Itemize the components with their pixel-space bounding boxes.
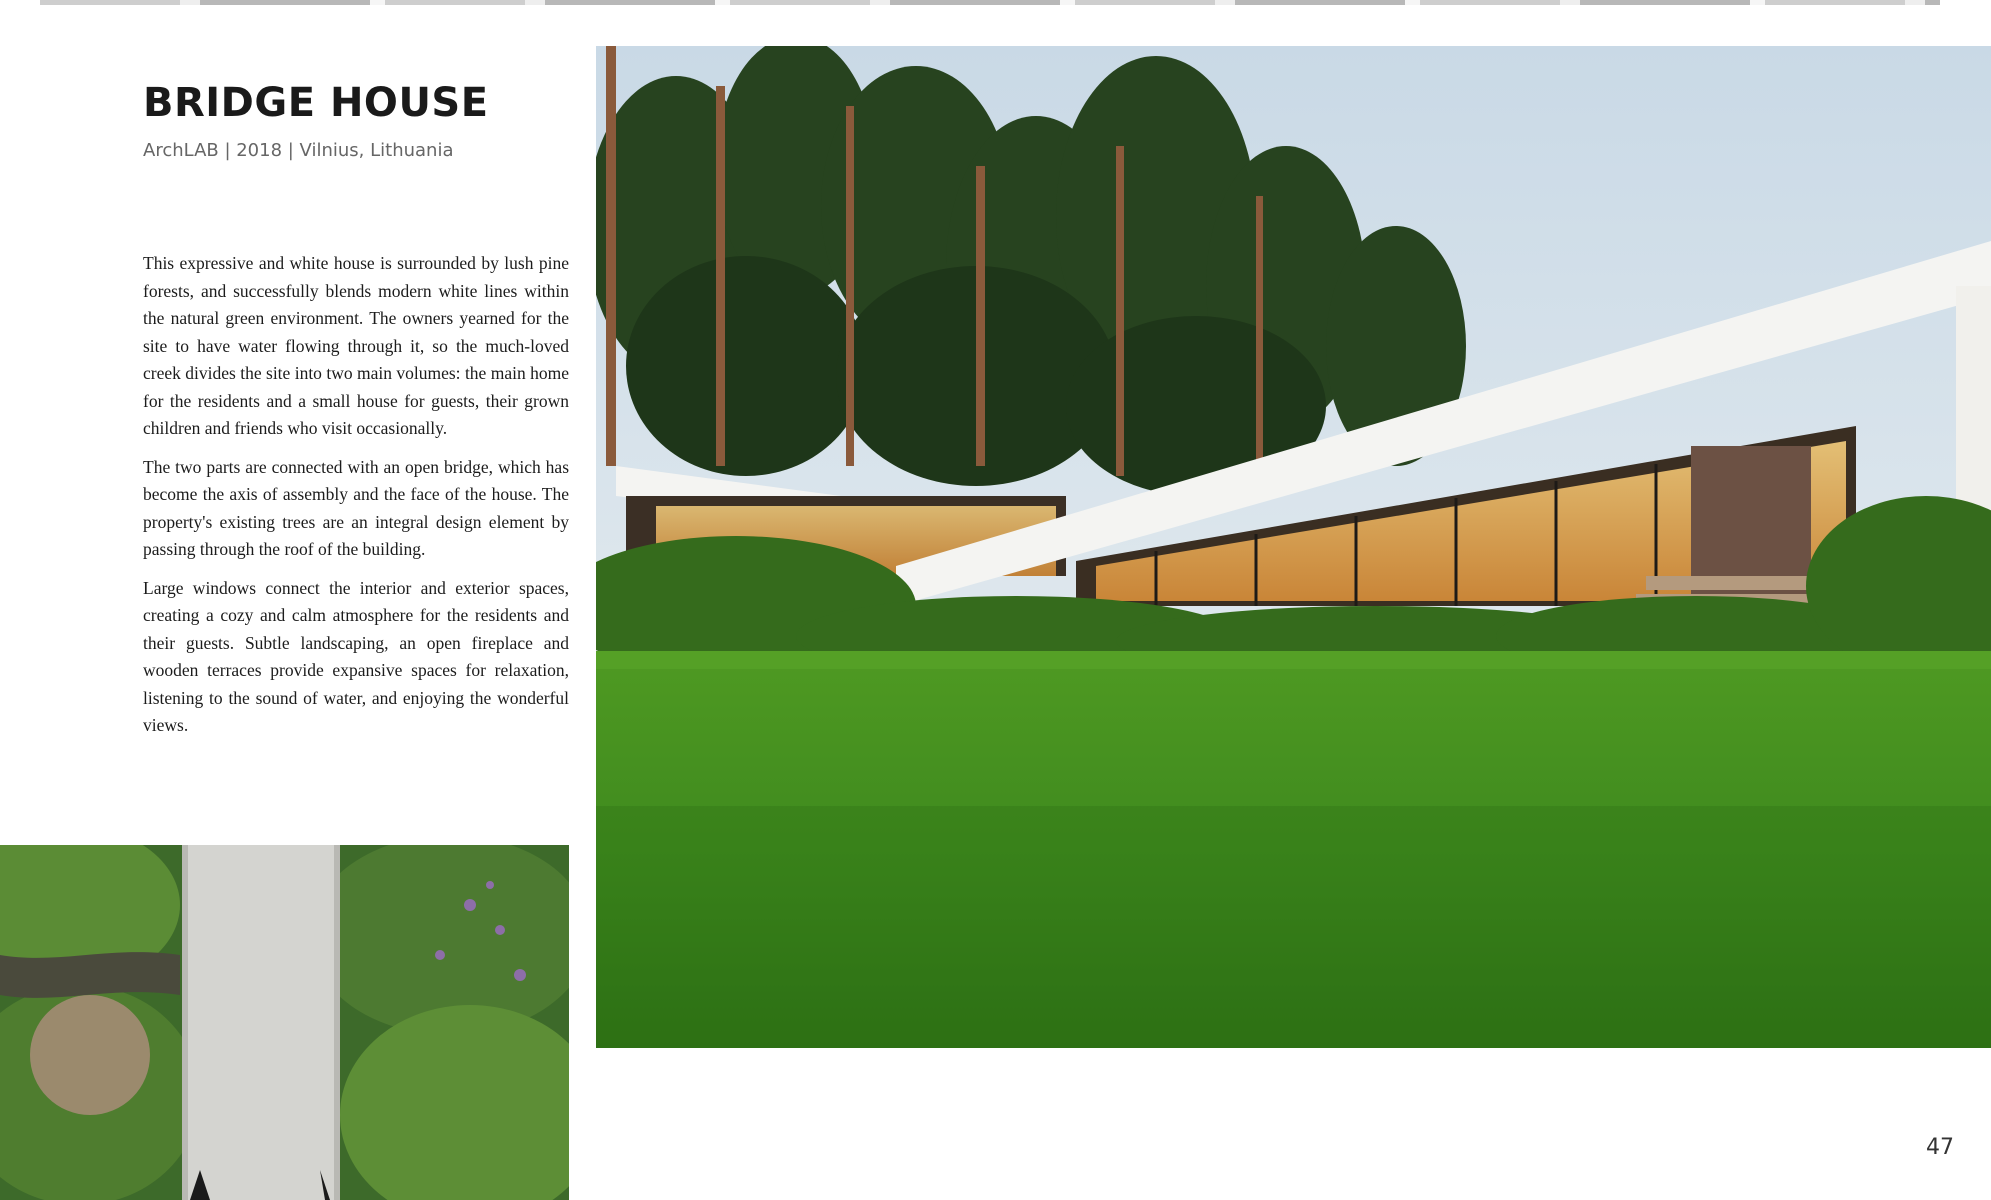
- page-number: 47: [1926, 1135, 1954, 1160]
- hero-photo-house-exterior: [596, 46, 1991, 1048]
- article-title: BRIDGE HOUSE: [143, 80, 489, 126]
- body-paragraph: Large windows connect the interior and exterior spaces, creating a cozy and calm atmosphere for the residents and their guests. Subtle landscaping, an open fireplace and wooden terraces provide expansive spaces for relaxation, listening to the sound of water, and enjoying the wonderful views.: [143, 577, 569, 735]
- top-edge-strip: [40, 0, 1940, 5]
- body-paragraph: The two parts are connected with an open bridge, which has become the axis of assembly and the face of the house. The property's existing trees are an integral design element by passing through the roof of the building.: [143, 456, 569, 559]
- article-subtitle: ArchLAB | 2018 | Vilnius, Lithuania: [143, 140, 454, 161]
- aerial-photo-concrete-bridge: [0, 845, 569, 1200]
- article-body: [143, 250, 569, 751]
- body-paragraph: This expressive and white house is surrounded by lush pine forests, and successfully blends modern white lines within the natural green environment. The owners yearned for the site to have water flowing through it, so the much-loved creek divides the site into two main volumes: the main home for the residents and a small house for guests, their grown children and friends who visit occasionally.: [143, 253, 569, 438]
